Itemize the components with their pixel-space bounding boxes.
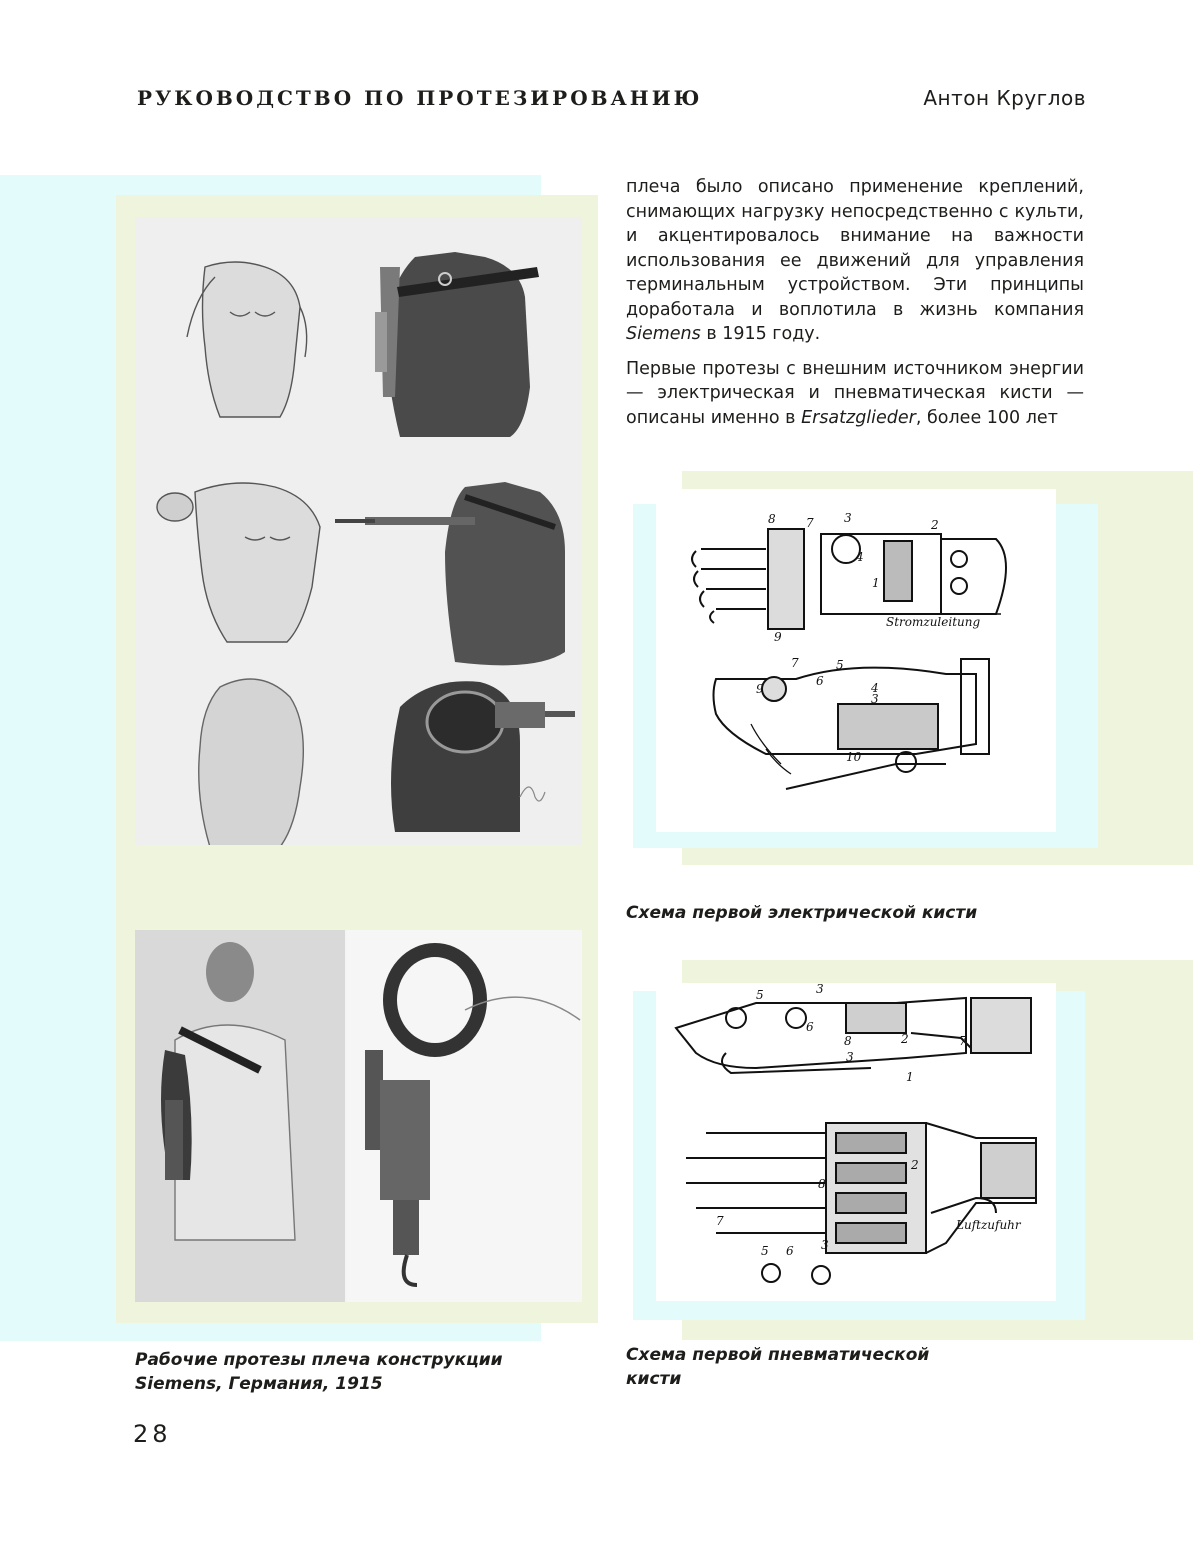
caption-line: Рабочие протезы плеча конструкции [135,1350,503,1370]
diagram-label: 2 [911,1158,919,1172]
diagram-label: 7 [959,1034,967,1048]
diagram-label: 7 [716,1214,724,1228]
paragraph-text: Первые протезы с внешним источником энергии — электрическая и пневматическая кисти — описаны именно в [626,358,1084,428]
caption-line: кисти [626,1369,682,1389]
page-number: 28 [133,1420,172,1448]
pencil-drawings-illustration [135,217,582,845]
caption-shoulder-prostheses [135,1348,565,1396]
diagram-label: 10 [846,750,862,764]
book-author: Антон Круглов [923,86,1086,110]
diagram-label: 5 [836,658,844,672]
caption-line: Схема первой пневматической [626,1345,930,1365]
paragraph-text: плеча было описано применение креплений, снимающих нагрузку непосредственно с культи, и акцентировалось внимание на важности использования ее движений для управления терминальным устройством. Эти принципы доработала и воплотила в жизнь компания [626,177,1084,320]
diagram-label: Luftzufuhr [956,1218,1021,1232]
diagram-label: 5 [756,988,764,1002]
diagram-label: 6 [816,674,824,688]
paragraph-text: в 1915 году. [700,324,821,344]
diagram-label: 2 [931,518,939,532]
caption-pneumatic-hand [626,1343,1026,1391]
electric-hand-diagram [656,489,1056,832]
diagram-label: 1 [872,576,880,590]
jacket-prosthesis-drawing [375,252,539,437]
body-text-column [626,175,1084,440]
diagram-label: 7 [791,656,799,670]
body-paragraph [626,357,1084,431]
diagram-label: 1 [906,1070,914,1084]
diagram-label: 3 [846,1050,854,1064]
diagram-label: 3 [844,511,852,525]
caption-electric-hand: Схема первой электрической кисти [626,903,978,923]
book-title: РУКОВОДСТВО ПО ПРОТЕЗИРОВАНИЮ [137,86,703,110]
diagram-label: 6 [806,1020,814,1034]
shoulder-prosthesis-drawings [135,930,582,1302]
diagram-label: 2 [901,1032,909,1046]
body-paragraph [626,175,1084,347]
diagram-label: Stromzuleitung [886,615,981,629]
diagram-label: 4 [856,550,864,564]
diagram-label: 9 [774,630,782,644]
paragraph-text: , более 100 лет [915,407,1058,428]
pencil-drawings-shoulder-prostheses [135,217,582,845]
diagram-label: 5 [761,1244,769,1258]
diagram-label: 3 [816,983,824,996]
caption-line: Siemens, Германия, 1915 [135,1374,383,1394]
side-torso-drawing [199,679,304,845]
diagram-label: 6 [786,1244,794,1258]
pneumatic-hand-schematic [656,983,1056,1301]
company-name: Siemens [626,324,701,344]
diagram-label: 7 [806,516,814,530]
diagram-label: 3 [821,1238,829,1252]
diagram-label: 3 [871,692,879,706]
book-reference: Ersatzglieder [801,407,916,428]
diagram-label: 4 [871,681,879,695]
diagram-label: 8 [768,512,776,526]
pneumatic-hand-diagram [656,983,1056,1301]
man-and-apparatus-illustration [135,930,582,1302]
diagram-label: 9 [756,682,764,696]
diagram-label: 8 [818,1177,826,1191]
electric-hand-schematic [656,489,1056,832]
diagram-label: 8 [844,1034,852,1048]
